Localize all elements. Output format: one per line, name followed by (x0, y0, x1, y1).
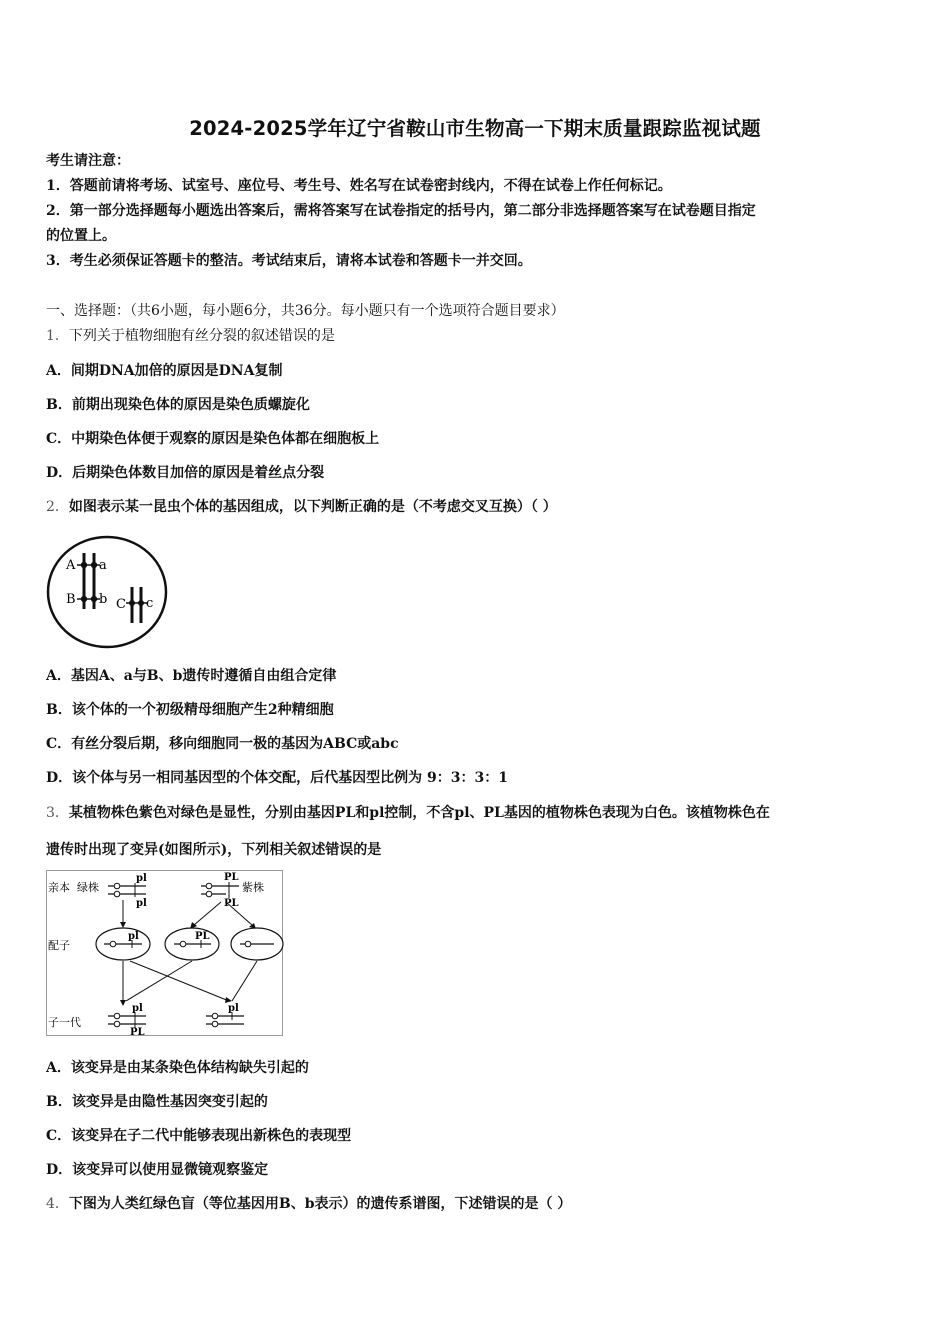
label-pl: pl (132, 1003, 143, 1014)
option-c: C．该变异在子二代中能够表现出新株色的表现型 (46, 1128, 352, 1144)
section-heading: 一、选择题：（共6小题，每小题6分，共36分。每小题只有一个选项符合题目要求） (46, 303, 565, 319)
question-2 (46, 498, 557, 516)
label-pl: pl (128, 931, 139, 942)
question-1 (46, 327, 335, 345)
question-number: 3． (46, 805, 69, 821)
label-pl: pl (136, 873, 147, 884)
option-d: D．该个体与另一相同基因型的个体交配，后代基因型比例为 9：3：3：1 (46, 770, 508, 786)
label-gametes: 配子 (48, 939, 70, 952)
question-4 (46, 1195, 571, 1213)
option-a: A．基因A、a与B、b遗传时遵循自由组合定律 (46, 668, 337, 684)
gene-label-A: A (66, 558, 76, 573)
gene-label-b: b (99, 592, 108, 607)
page-title: 2024-2025学年辽宁省鞍山市生物高一下期末质量跟踪监视试题 (189, 117, 761, 140)
option-a: A．间期DNA加倍的原因是DNA复制 (46, 363, 283, 379)
question-stem-continued: 遗传时出现了变异(如图所示)，下列相关叙述错误的是 (46, 842, 382, 858)
question-number: 1． (46, 328, 69, 344)
notice-heading: 考生请注意： (46, 153, 130, 169)
q3-figure-inheritance-diagram (46, 870, 286, 1038)
question-stem: 下列关于植物细胞有丝分裂的叙述错误的是 (68, 328, 335, 344)
q2-figure-cell-diagram (46, 535, 170, 649)
label-PL: PL (224, 898, 239, 909)
option-c: C．中期染色体便于观察的原因是染色体都在细胞板上 (46, 431, 380, 447)
gene-label-c: c (146, 596, 154, 611)
question-stem: 某植物株色紫色对绿色是显性，分别由基因PL和pl控制，不含pl、PL基因的植物株色表现为白色。该植物株色在 (68, 805, 770, 821)
option-b: B．该个体的一个初级精母细胞产生2种精细胞 (46, 702, 334, 718)
notice-item: 2．第一部分选择题每小题选出答案后，需将答案写在试卷指定的括号内，第二部分非选择题答案写在试卷题目指定 (46, 203, 756, 219)
label-purple: 紫株 (242, 881, 264, 894)
label-PL: PL (224, 872, 239, 883)
option-b: B．前期出现染色体的原因是染色质螺旋化 (46, 397, 310, 413)
option-b: B．该变异是由隐性基因突变引起的 (46, 1094, 268, 1110)
gene-label-B: B (66, 592, 76, 607)
question-3 (46, 804, 770, 822)
question-stem: 如图表示某一昆虫个体的基因组成，以下判断正确的是（不考虑交叉互换）（ ） (68, 499, 557, 515)
notice-item: 的位置上。 (46, 228, 116, 244)
question-number: 4． (46, 1196, 69, 1212)
gene-label-a: a (99, 558, 107, 573)
option-d: D．后期染色体数目加倍的原因是着丝点分裂 (46, 465, 325, 481)
label-pl: pl (136, 898, 147, 909)
question-stem: 下图为人类红绿色盲（等位基因用B、b表示）的遗传系谱图，下述错误的是（ ） (68, 1196, 572, 1212)
label-parents: 亲本 (48, 881, 70, 894)
option-d: D．该变异可以使用显微镜观察鉴定 (46, 1162, 269, 1178)
gene-label-C: C (116, 597, 126, 612)
label-pl: pl (228, 1003, 239, 1014)
option-a: A．该变异是由某条染色体结构缺失引起的 (46, 1060, 309, 1076)
notice-item: 3．考生必须保证答题卡的整洁。考试结束后，请将本试卷和答题卡一并交回。 (46, 253, 532, 269)
label-f1: 子一代 (48, 1016, 81, 1029)
option-c: C．有丝分裂后期，移向细胞同一极的基因为ABC或abc (46, 736, 399, 752)
label-PL: PL (130, 1027, 145, 1038)
question-number: 2． (46, 499, 69, 515)
notice-item: 1．答题前请将考场、试室号、座位号、考生号、姓名写在试卷密封线内，不得在试卷上作任何标记。 (46, 178, 672, 194)
label-PL: PL (195, 931, 210, 942)
label-green: 绿株 (77, 881, 99, 894)
